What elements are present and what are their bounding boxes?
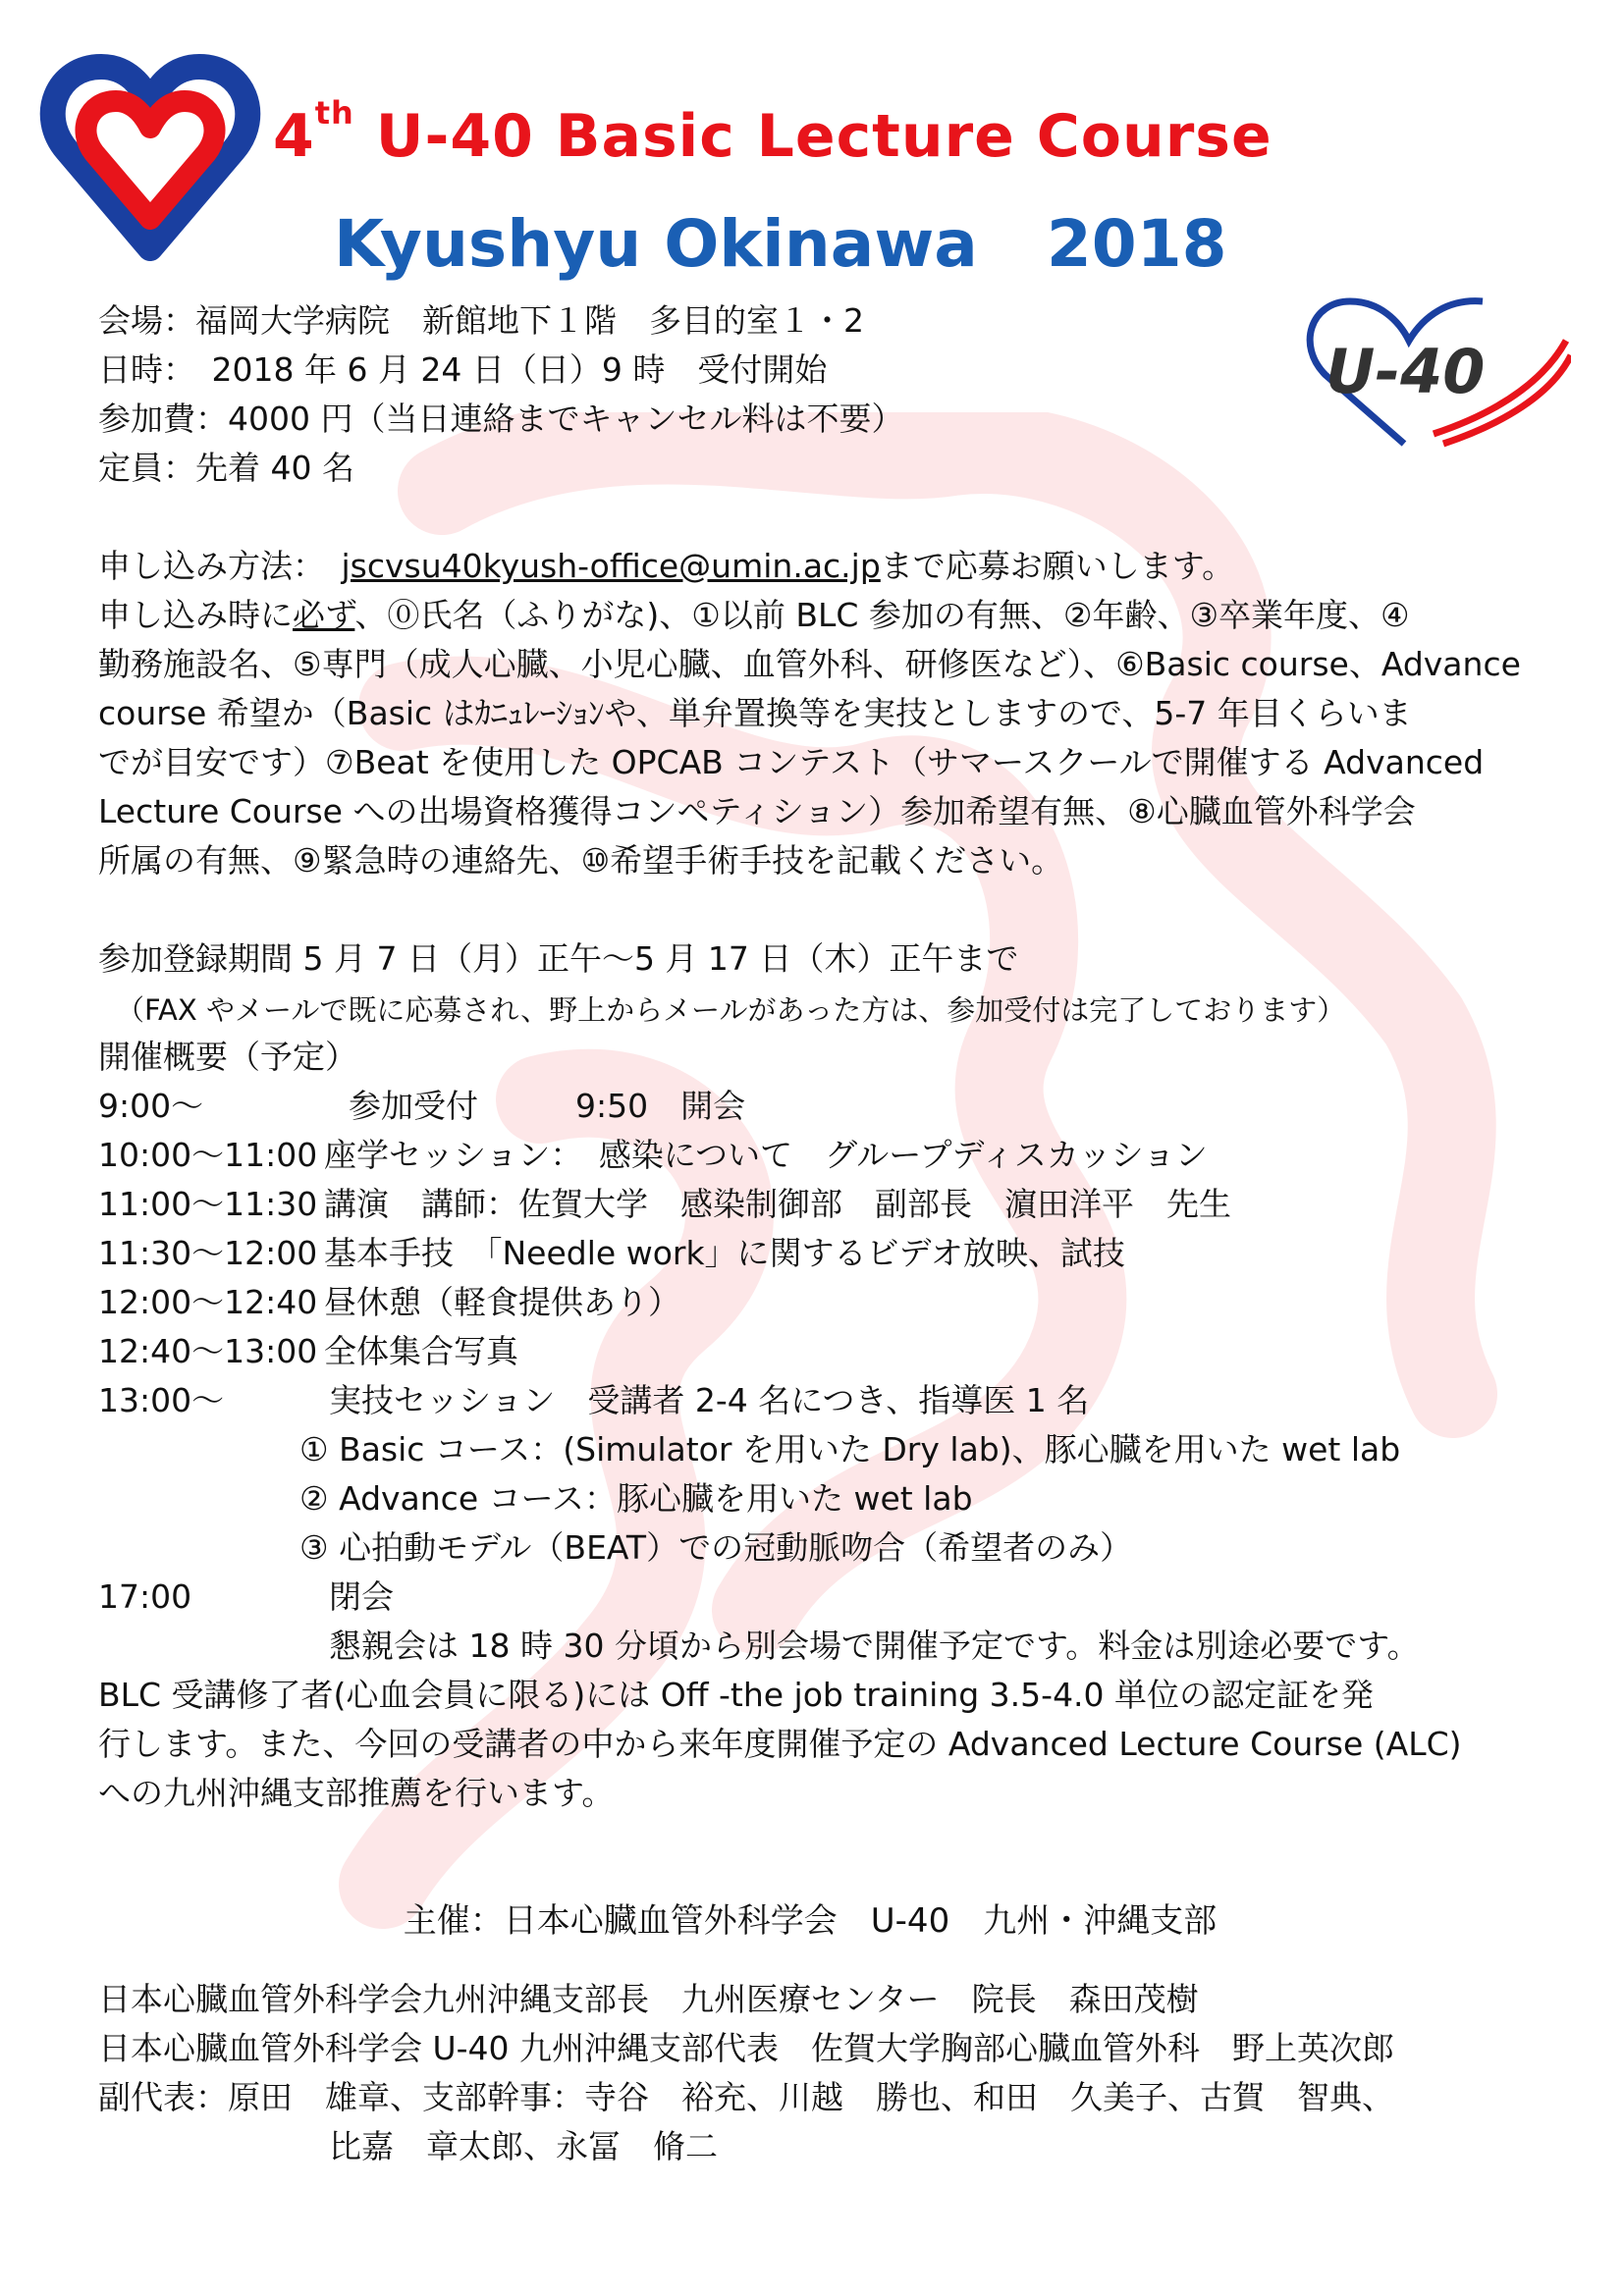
apply-requirements-line-5: Lecture Course への出場資格獲得コンペティション）参加希望有無、⑧心臓血管外科学会	[98, 792, 1416, 830]
certificate-note-line-2: 行します。また、今回の受講者の中から来年度開催予定の Advanced Lecture Course (ALC)	[98, 1725, 1462, 1763]
schedule-row: 13:00～ 実技セッション 受講者 2-4 名につき、指導医 1 名	[98, 1381, 1090, 1419]
apply-requirements-line-6: 所属の有無、⑨緊急時の連絡先、⑩希望手術手技を記載ください。	[98, 841, 1064, 880]
page-subtitle	[334, 206, 1227, 282]
course-item: ② Advance コース：豚心臓を用いた wet lab	[299, 1479, 973, 1518]
contact-email-link[interactable]: jscvsu40kyush-office@umin.ac.jp	[341, 547, 881, 585]
badge-text: U-40	[1326, 336, 1486, 407]
course-item: ③ 心拍動モデル（BEAT）での冠動脈吻合（希望者のみ）	[299, 1528, 1133, 1567]
representative-line: 日本心臓血管外科学会 U-40 九州沖縄支部代表 佐賀大学胸部心臓血管外科 野上英次郎	[98, 2029, 1395, 2067]
venue-line: 会場：福岡大学病院 新館地下１階 多目的室１・2	[98, 301, 864, 340]
schedule-heading: 開催概要（予定）	[98, 1038, 357, 1076]
apply-requirements-line-4: でが目安です）⑦Beat を使用した OPCAB コンテスト（サマースクールで開催する Advanced	[98, 743, 1485, 781]
apply-requirements-line-3: course 希望か（Basic はｶﾆｭﾚｰｼｮﾝや、単弁置換等を実技としますので、5-7 年目くらいま	[98, 694, 1412, 732]
schedule-row: 10:00～11:00 座学セッション： 感染について グループディスカッション	[98, 1136, 1208, 1174]
subtitle-year: 2018	[1046, 206, 1227, 282]
schedule-row: 12:00～12:40 昼休憩（軽食提供あり）	[98, 1283, 680, 1321]
schedule-row: 11:30～12:00 基本手技 「Needle work」に関するビデオ放映、試技	[98, 1234, 1125, 1272]
apply-method-line: 申し込み方法： jscvsu40kyush-office@umin.ac.jpまで応募お願いします。	[98, 547, 1235, 585]
schedule-row: 17:00 閉会	[98, 1577, 394, 1616]
heart-ribbon-logo	[37, 47, 263, 273]
course-item: ① Basic コース：(Simulator を用いた Dry lab)、豚心臓を用いた wet lab	[299, 1430, 1401, 1468]
subtitle-place: Kyushyu Okinawa	[334, 206, 978, 282]
deputy-line-1: 副代表：原田 雄章、支部幹事：寺谷 裕充、川越 勝也、和田 久美子、古賀 智典、	[98, 2078, 1394, 2116]
apply-requirements-line-1: 申し込み時に必ず、⓪氏名（ふりがな)、①以前 BLC 参加の有無、②年齢、③卒業年度、④	[98, 596, 1410, 634]
registration-period: 参加登録期間 5 月 7 日（月）正午～5 月 17 日（木）正午まで	[98, 939, 1019, 978]
party-note: 懇親会は 18 時 30 分頃から別会場で開催予定です。料金は別途必要です。	[329, 1627, 1420, 1665]
deputy-line-2: 比嘉 章太郎、永冨 脩二	[329, 2127, 718, 2165]
certificate-note-line-1: BLC 受講修了者(心血会員に限る)には Off -the job training 3.5-4.0 単位の認定証を発	[98, 1676, 1375, 1714]
branch-chief-line: 日本心臓血管外科学会九州沖縄支部長 九州医療センター 院長 森田茂樹	[98, 1980, 1199, 2018]
capacity-line: 定員：先着 40 名	[98, 449, 354, 487]
fee-line: 参加費：4000 円（当日連絡までキャンセル料は不要）	[98, 400, 904, 438]
certificate-note-line-3: への九州沖縄支部推薦を行います。	[98, 1774, 615, 1812]
schedule-row: 9:00～ 参加受付 9:50 開会	[98, 1087, 746, 1125]
schedule-row: 12:40～13:00 全体集合写真	[98, 1332, 518, 1370]
apply-requirements-line-2: 勤務施設名、⑤専門（成人心臓、小児心臓、血管外科、研修医など）、⑥Basic course、Advance	[98, 645, 1521, 683]
page-title: 4th U-40 Basic Lecture Course	[273, 94, 1272, 171]
organizer-line: 主催：日本心臓血管外科学会 U-40 九州・沖縄支部	[403, 1901, 1218, 1941]
datetime-line: 日時： 2018 年 6 月 24 日（日）9 時 受付開始	[98, 350, 828, 389]
schedule-row: 11:00～11:30 講演 講師：佐賀大学 感染制御部 副部長 濵田洋平 先生	[98, 1185, 1231, 1223]
u40-badge-logo	[1286, 287, 1571, 454]
registration-note: （FAX やメールで既に応募され、野上からメールがあった方は、参加受付は完了しております）	[116, 993, 1346, 1027]
